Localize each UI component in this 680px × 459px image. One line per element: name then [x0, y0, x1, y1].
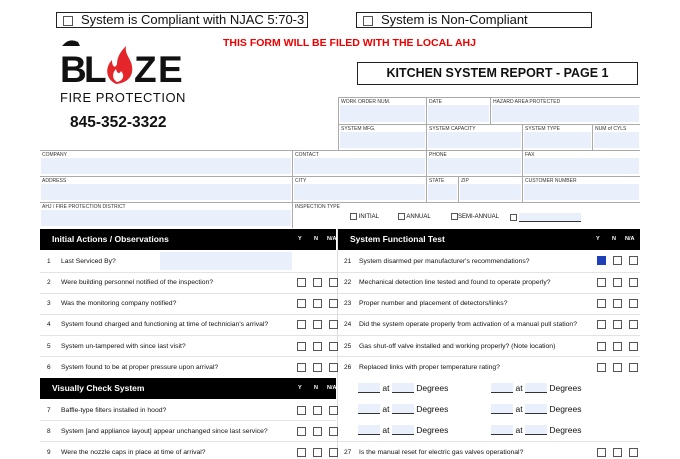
company-field[interactable]: COMPANY — [40, 150, 292, 176]
right-q-1-na-checkbox[interactable] — [629, 278, 638, 287]
q25-label: Gas shut-off valve installed and working properly? (Note location) — [359, 343, 556, 350]
degree-input[interactable] — [392, 425, 414, 435]
left-q-4-na-checkbox[interactable] — [329, 363, 338, 372]
non-compliant-option[interactable] — [356, 12, 592, 28]
right-q-3-na-checkbox[interactable] — [629, 320, 638, 329]
visual-q-1-no-checkbox[interactable] — [313, 427, 322, 436]
degree-row-2: at Degrees at Degrees — [358, 404, 581, 414]
left-q-3-yes-checkbox[interactable] — [297, 342, 306, 351]
left-q-3-na-checkbox[interactable] — [329, 342, 338, 351]
q5-label: System un-tampered with since last visit? — [61, 343, 186, 350]
contact-field[interactable]: CONTACT — [292, 150, 426, 176]
left-q-4-yes-checkbox[interactable] — [297, 363, 306, 372]
degree-input[interactable] — [525, 425, 547, 435]
address-field[interactable]: ADDRESS — [40, 176, 292, 202]
last-serviced-input[interactable] — [160, 252, 292, 270]
right-q27-0-no-checkbox[interactable] — [613, 448, 622, 457]
svg-text:Z: Z — [134, 49, 157, 90]
svg-text:B: B — [60, 49, 87, 90]
filing-notice: THIS FORM WILL BE FILED WITH THE LOCAL AHJ — [223, 37, 476, 49]
left-q-1-yes-checkbox[interactable] — [297, 299, 306, 308]
right-q-5-yes-checkbox[interactable] — [597, 363, 606, 372]
num-cyls-field[interactable]: NUM of CYLS — [592, 124, 640, 150]
state-field[interactable]: STATE — [426, 176, 458, 202]
other-checkbox[interactable] — [510, 214, 517, 221]
inspection-annual[interactable]: ANNUAL — [398, 213, 431, 220]
visual-q-0-yes-checkbox[interactable] — [297, 406, 306, 415]
date-field[interactable]: DATE — [426, 97, 490, 124]
q2-label: Were building personnel notified of the inspection? — [61, 279, 214, 286]
left-q-0-yes-checkbox[interactable] — [297, 278, 306, 287]
other-input[interactable] — [519, 213, 581, 222]
q4-label: System found charged and functioning at time of technician's arrival? — [61, 321, 269, 328]
q21-label: System disarmed per manufacturer's recommendations? — [359, 258, 530, 265]
fax-field[interactable]: FAX — [522, 150, 640, 176]
degree-input[interactable] — [525, 383, 547, 393]
non-compliant-label: System is Non-Compliant — [381, 12, 528, 27]
right-q-2-na-checkbox[interactable] — [629, 299, 638, 308]
degree-row-1: at Degrees at Degrees — [358, 383, 581, 393]
report-title: KITCHEN SYSTEM REPORT - PAGE 1 — [357, 62, 638, 85]
system-capacity-field[interactable]: SYSTEM CAPACITY — [426, 124, 522, 150]
right-q-4-no-checkbox[interactable] — [613, 342, 622, 351]
functional-test-header: System Functional Test Y N N/A — [338, 229, 640, 250]
left-q-2-no-checkbox[interactable] — [313, 320, 322, 329]
ahj-field[interactable]: AHJ / FIRE PROTECTION DISTRICT — [40, 202, 292, 228]
visual-q-1-yes-checkbox[interactable] — [297, 427, 306, 436]
visual-q-0-no-checkbox[interactable] — [313, 406, 322, 415]
compliant-label: System is Compliant with NJAC 5:70-3 — [81, 12, 305, 27]
compliant-checkbox[interactable] — [63, 16, 73, 26]
initial-checkbox[interactable] — [350, 213, 357, 220]
right-q-0-yes-checkbox[interactable] — [597, 256, 606, 265]
left-q-0-na-checkbox[interactable] — [329, 278, 338, 287]
q8-label: System [and appliance layout] appear unchanged since last service? — [61, 428, 268, 435]
q1-label: Last Serviced By? — [61, 258, 116, 265]
right-q27-0-na-checkbox[interactable] — [629, 448, 638, 457]
q3-label: Was the monitoring company notified? — [61, 300, 177, 307]
q24-label: Did the system operate properly from activation of a manual pull station? — [359, 321, 577, 328]
hazard-area-field[interactable]: HAZARD AREA PROTECTED — [490, 97, 640, 124]
link-qty-input[interactable] — [491, 383, 513, 393]
visual-q-2-no-checkbox[interactable] — [313, 448, 322, 457]
visual-q-1-na-checkbox[interactable] — [329, 427, 338, 436]
left-q-3-no-checkbox[interactable] — [313, 342, 322, 351]
q9-label: Were the nozzle caps in place at time of arrival? — [61, 449, 206, 456]
visual-q-0-na-checkbox[interactable] — [329, 406, 338, 415]
degree-input[interactable] — [392, 404, 414, 414]
q26-label: Replaced links with proper temperature rating? — [359, 364, 500, 371]
annual-checkbox[interactable] — [398, 213, 405, 220]
right-q-4-yes-checkbox[interactable] — [597, 342, 606, 351]
q22-label: Mechanical detection line tested and found to operate properly? — [359, 279, 551, 286]
right-q-2-yes-checkbox[interactable] — [597, 299, 606, 308]
zip-field[interactable]: ZIP — [458, 176, 522, 202]
left-q-2-na-checkbox[interactable] — [329, 320, 338, 329]
q23-label: Proper number and placement of detectors/links? — [359, 300, 508, 307]
visual-q-2-na-checkbox[interactable] — [329, 448, 338, 457]
link-qty-input[interactable] — [358, 404, 380, 414]
inspection-initial[interactable]: INITIAL — [350, 213, 379, 220]
right-q-5-na-checkbox[interactable] — [629, 363, 638, 372]
degree-input[interactable] — [525, 404, 547, 414]
link-qty-input[interactable] — [491, 404, 513, 414]
link-qty-input[interactable] — [358, 383, 380, 393]
right-q-1-no-checkbox[interactable] — [613, 278, 622, 287]
left-q-1-na-checkbox[interactable] — [329, 299, 338, 308]
system-mfg-field[interactable]: SYSTEM MFG. — [338, 124, 426, 150]
left-q-1-no-checkbox[interactable] — [313, 299, 322, 308]
left-q-2-yes-checkbox[interactable] — [297, 320, 306, 329]
inspection-semi-annual[interactable]: SEMI-ANNUAL — [451, 213, 499, 220]
phone-field[interactable]: PHONE — [426, 150, 522, 176]
right-q-4-na-checkbox[interactable] — [629, 342, 638, 351]
semi-annual-checkbox[interactable] — [451, 213, 458, 220]
left-q-4-no-checkbox[interactable] — [313, 363, 322, 372]
right-q-3-yes-checkbox[interactable] — [597, 320, 606, 329]
q6-label: System found to be at proper pressure upon arrival? — [61, 364, 219, 371]
initial-actions-header: Initial Actions / Observations Y N N/A — [40, 229, 336, 250]
degree-input[interactable] — [392, 383, 414, 393]
svg-text:E: E — [158, 49, 183, 90]
right-q-1-yes-checkbox[interactable] — [597, 278, 606, 287]
right-q-3-no-checkbox[interactable] — [613, 320, 622, 329]
right-q-5-no-checkbox[interactable] — [613, 363, 622, 372]
q7-label: Baffle-type filters installed in hood? — [61, 407, 167, 414]
right-q-2-no-checkbox[interactable] — [613, 299, 622, 308]
link-qty-input[interactable] — [491, 425, 513, 435]
right-q-0-na-checkbox[interactable] — [629, 256, 638, 265]
left-q-0-no-checkbox[interactable] — [313, 278, 322, 287]
inspection-type-field: INSPECTION TYPE — [292, 202, 640, 228]
customer-number-field[interactable]: CUSTOMER NUMBER — [522, 176, 640, 202]
inspection-other[interactable] — [510, 213, 581, 222]
degree-row-3: at Degrees at Degrees — [358, 425, 581, 435]
system-type-field[interactable]: SYSTEM TYPE — [522, 124, 592, 150]
company-phone: 845-352-3322 — [70, 114, 167, 131]
work-order-field[interactable]: WORK ORDER NUM. — [338, 97, 426, 124]
svg-text:L: L — [84, 49, 107, 90]
link-qty-input[interactable] — [358, 425, 380, 435]
compliant-option[interactable] — [56, 12, 308, 28]
brand-subtitle: FIRE PROTECTION — [60, 90, 186, 105]
right-q-0-no-checkbox[interactable] — [613, 256, 622, 265]
visual-q-2-yes-checkbox[interactable] — [297, 448, 306, 457]
city-field[interactable]: CITY — [292, 176, 426, 202]
non-compliant-checkbox[interactable] — [363, 16, 373, 26]
visual-check-header: Visually Check System Y N N/A — [40, 378, 336, 399]
q27-label: Is the manual reset for electric gas valves operational? — [359, 449, 524, 456]
right-q27-0-yes-checkbox[interactable] — [597, 448, 606, 457]
